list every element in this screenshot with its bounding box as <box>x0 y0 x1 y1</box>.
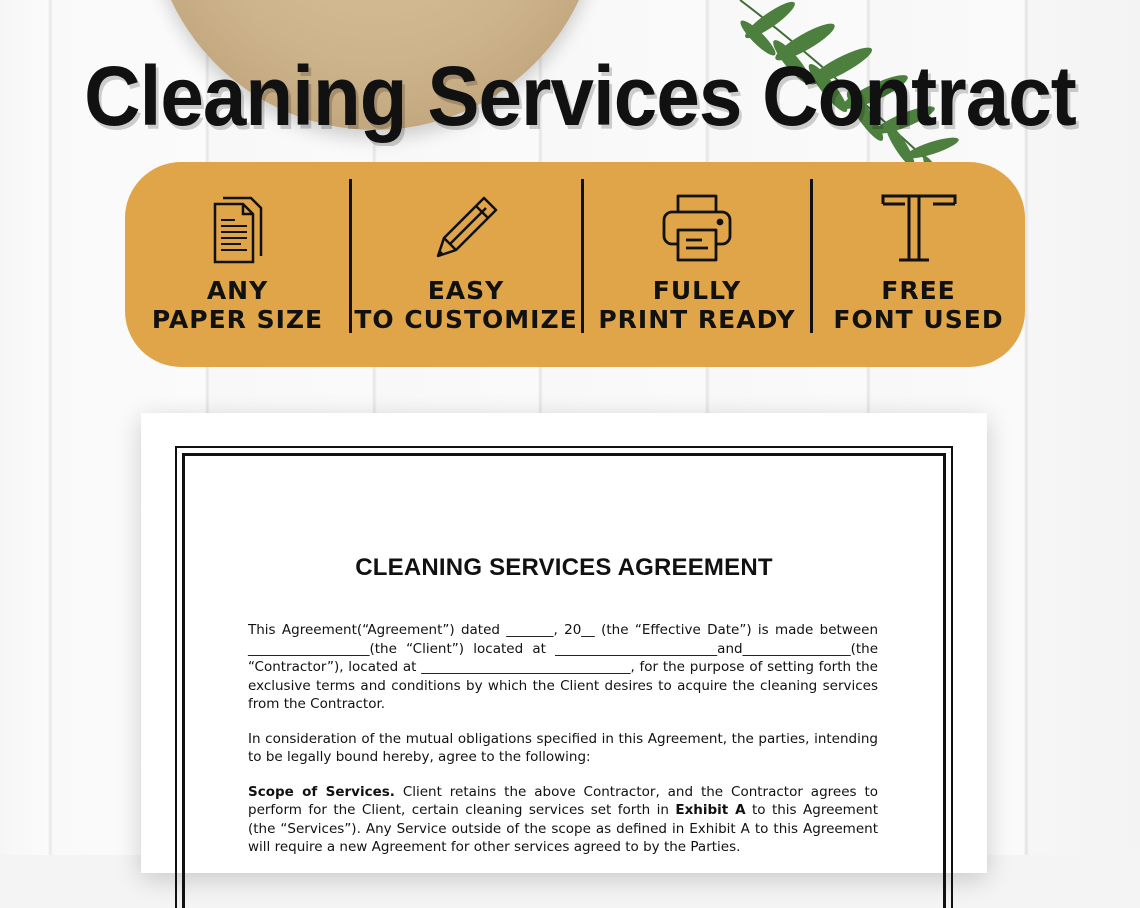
scope-text-b: to this Agreement (the “Services”). Any Service outside of the scope as defined in Exhibit A to this Agreement will require a new Agreement for other services agreed to by the Parties. <box>248 802 878 855</box>
printer-icon <box>660 184 734 264</box>
exhibit-reference: Exhibit A <box>675 802 746 818</box>
feature-label-line1: FREE <box>881 276 956 305</box>
feature-divider <box>349 179 352 333</box>
document-paragraph-scope <box>248 783 878 857</box>
feature-banner <box>125 162 1025 367</box>
feature-fully-print-ready <box>582 162 812 367</box>
font-icon <box>879 184 959 264</box>
document-paragraph-intro: This Agreement(“Agreement”) dated _______, 20__ (the “Effective Date”) is made between __________________(the “Client”) located at ________________________and________________(the “Contractor”), located at _______________________________, for the purpose of setting forth the exclusive terms and conditions by which the Client desires to acquire the cleaning services from the Contractor. <box>248 622 878 712</box>
feature-label-line1: FULLY <box>652 276 742 305</box>
scope-text-a: Client retains the above Contractor, and the Contractor agrees to perform for the Client, certain cleaning services set forth in <box>248 783 879 818</box>
feature-any-paper-size <box>125 162 350 367</box>
document-icon <box>211 184 265 264</box>
feature-label-line2: PRINT READY <box>598 305 796 334</box>
document-paragraph-consideration: In consideration of the mutual obligations specified in this Agreement, the parties, intending to be legally bound hereby, agree to the following: <box>248 730 878 765</box>
feature-divider <box>810 179 813 333</box>
feature-label-line2: TO CUSTOMIZE <box>354 305 578 334</box>
document-title: CLEANING SERVICES AGREEMENT <box>355 554 773 581</box>
feature-divider <box>581 179 584 333</box>
feature-easy-to-customize <box>350 162 582 367</box>
feature-label <box>152 276 323 334</box>
feature-free-font-used <box>812 162 1025 367</box>
pencil-icon <box>430 184 502 264</box>
feature-label <box>598 276 795 334</box>
feature-label-line2: FONT USED <box>833 305 1004 334</box>
feature-label-line2: PAPER SIZE <box>151 305 324 334</box>
feature-label-line1: ANY <box>206 276 269 305</box>
feature-label-line1: EASY <box>427 276 505 305</box>
feature-label <box>833 276 1003 334</box>
scope-heading: Scope of Services. <box>248 783 395 800</box>
feature-label <box>354 276 577 334</box>
contract-document-preview <box>141 413 987 873</box>
page-title: Cleaning Services Contract <box>84 49 1076 143</box>
document-body <box>248 621 878 873</box>
